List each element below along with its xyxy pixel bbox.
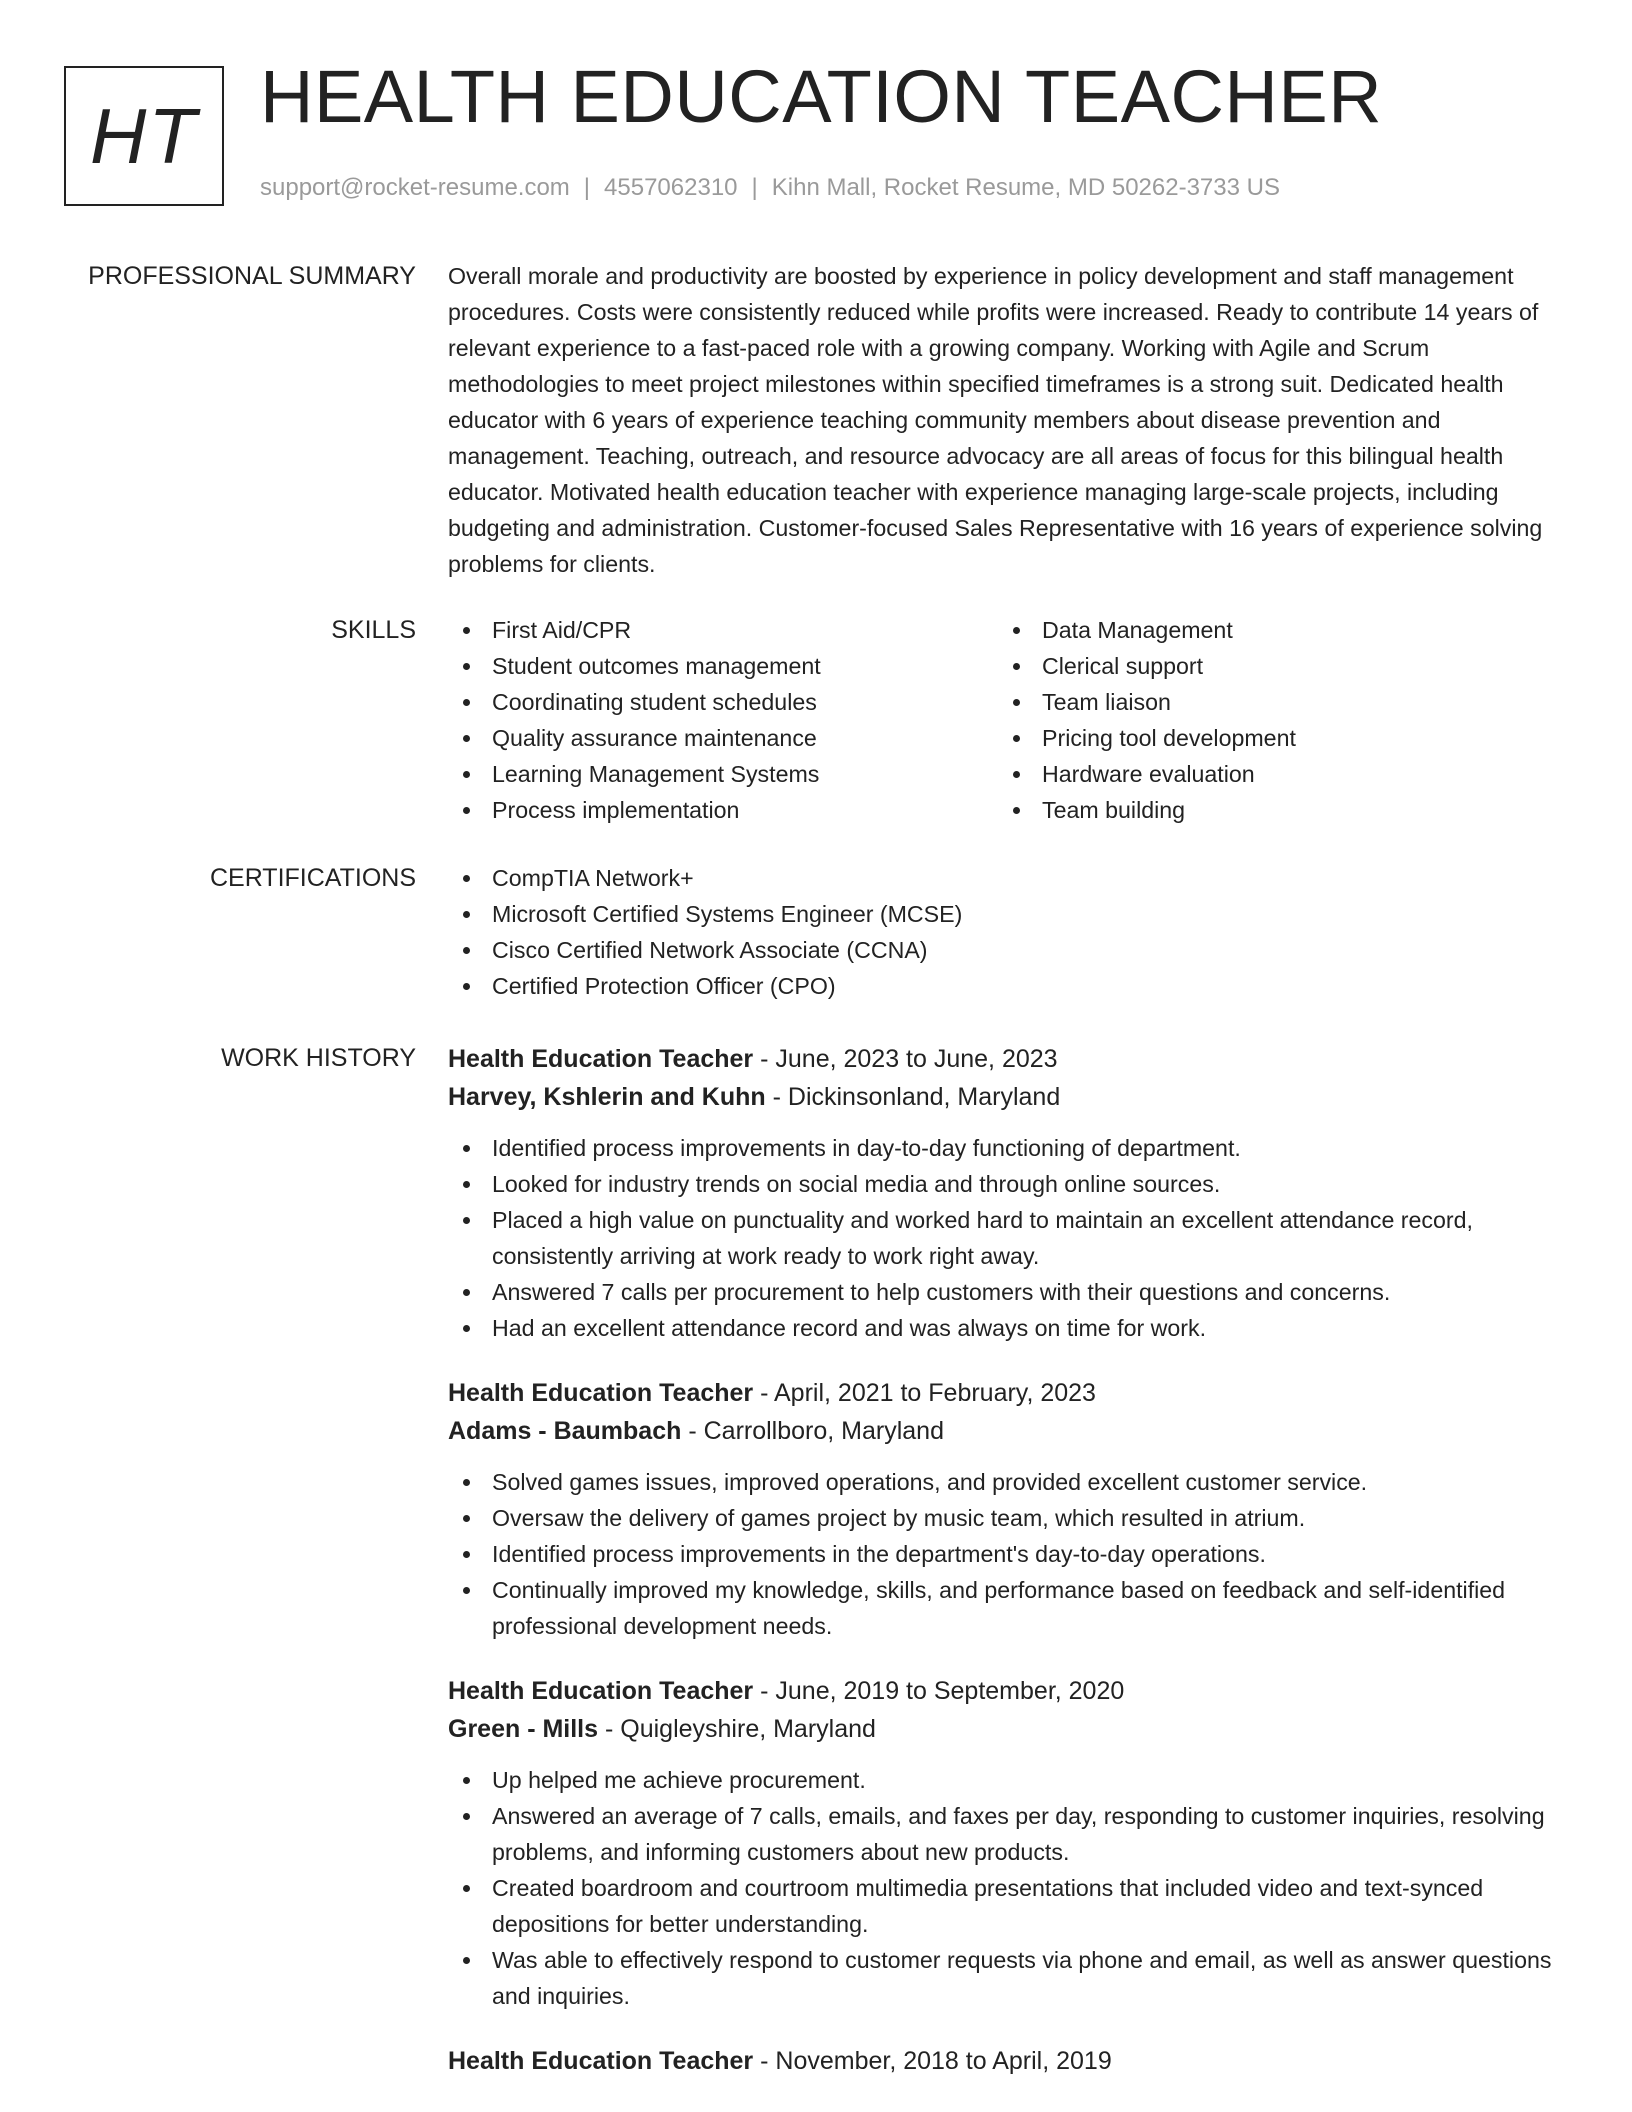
job-bullet: Identified process improvements in the department's day-to-day operations. — [448, 1536, 1568, 1572]
skills-list-right — [998, 612, 1548, 828]
summary-text: Overall morale and productivity are boosted by experience in policy development and staff management procedures. Costs were consistently reduced while profits were increased. Ready to contribute 14 years of relevant experience to a fast-paced role with a growing company. Working with Agile and Scrum methodologies to meet project milestones within specified timeframes is a strong suit. Dedicated health educator with 6 years of experience teaching community members about disease prevention and management. Teaching, outreach, and resource advocacy are all areas of focus for this bilingual health educator. Motivated health education teacher with experience managing large-scale projects, including budgeting and administration. Customer-focused Sales Representative with 16 years of experience solving problems for clients. — [448, 263, 1543, 577]
job-company: Harvey, Kshlerin and Kuhn — [448, 1083, 766, 1111]
job-bullets — [448, 1130, 1568, 1346]
job-dates: - April, 2021 to February, 2023 — [753, 1379, 1096, 1407]
job-bullets — [448, 1762, 1568, 2014]
contact-separator: | — [751, 174, 758, 201]
job-entry — [448, 1672, 1568, 2014]
job-company-line — [448, 1078, 1568, 1116]
certification-item: Certified Protection Officer (CPO) — [448, 968, 1568, 1004]
skill-item: Quality assurance maintenance — [448, 720, 998, 756]
contact-line — [260, 176, 1280, 200]
work-history-heading: WORK HISTORY — [221, 1044, 416, 1072]
job-bullet: Had an excellent attendance record and was always on time for work. — [448, 1310, 1568, 1346]
job-location: - Dickinsonland, Maryland — [765, 1083, 1061, 1111]
job-title-line — [448, 1040, 1568, 1078]
job-dates: - November, 2018 to April, 2019 — [753, 2047, 1112, 2075]
job-entry — [448, 1374, 1568, 1644]
contact-phone[interactable]: 4557062310 — [604, 174, 738, 201]
job-company: Green - Mills — [448, 1715, 599, 1743]
summary-heading: PROFESSIONAL SUMMARY — [88, 262, 416, 290]
contact-email[interactable]: support@rocket-resume.com — [260, 174, 570, 201]
certifications-heading: CERTIFICATIONS — [209, 864, 416, 892]
job-bullet: Looked for industry trends on social media and through online sources. — [448, 1166, 1568, 1202]
job-bullet: Solved games issues, improved operations, and provided excellent customer service. — [448, 1464, 1568, 1500]
job-bullet: Continually improved my knowledge, skills, and performance based on feedback and self-identified professional development needs. — [448, 1572, 1568, 1644]
job-title-line — [448, 1374, 1568, 1412]
job-company-line — [448, 1412, 1568, 1450]
job-dates: - June, 2023 to June, 2023 — [753, 1045, 1058, 1073]
job-location: - Quigleyshire, Maryland — [598, 1715, 876, 1743]
contact-separator: | — [583, 174, 591, 201]
job-company: Adams - Baumbach — [448, 1417, 682, 1445]
job-bullet: Identified process improvements in day-to-day functioning of department. — [448, 1130, 1568, 1166]
job-entry — [448, 1040, 1568, 1346]
certification-item: CompTIA Network+ — [448, 860, 1568, 896]
skill-item: Pricing tool development — [998, 720, 1548, 756]
skill-item: First Aid/CPR — [448, 612, 998, 648]
resume-title: HEALTH EDUCATION TEACHER — [260, 55, 1383, 138]
skill-item: Student outcomes management — [448, 648, 998, 684]
job-title: Health Education Teacher — [448, 1379, 754, 1407]
job-title: Health Education Teacher — [448, 1677, 754, 1705]
skills-heading: SKILLS — [331, 616, 416, 644]
monogram-badge — [64, 66, 224, 206]
skill-item: Team building — [998, 792, 1548, 828]
job-title: Health Education Teacher — [448, 2047, 754, 2075]
certifications-list — [448, 860, 1568, 1004]
skills-list-left — [448, 612, 998, 828]
skill-item: Learning Management Systems — [448, 756, 998, 792]
job-bullets — [448, 1464, 1568, 1644]
job-location: - Carrollboro, Maryland — [681, 1417, 944, 1445]
monogram-initials: HT — [90, 92, 198, 180]
skill-item: Clerical support — [998, 648, 1548, 684]
skill-item: Data Management — [998, 612, 1548, 648]
job-title-line — [448, 2042, 1568, 2080]
certification-item: Cisco Certified Network Associate (CCNA) — [448, 932, 1568, 968]
job-bullet: Placed a high value on punctuality and worked hard to maintain an excellent attendance record, consistently arriving at work ready to work right away. — [448, 1202, 1568, 1274]
skill-item: Process implementation — [448, 792, 998, 828]
job-title: Health Education Teacher — [448, 1045, 754, 1073]
skill-item: Team liaison — [998, 684, 1548, 720]
job-dates: - June, 2019 to September, 2020 — [753, 1677, 1125, 1705]
job-bullet: Answered an average of 7 calls, emails, and faxes per day, responding to customer inquiries, resolving problems, and informing customers about new products. — [448, 1798, 1568, 1870]
contact-address: Kihn Mall, Rocket Resume, MD 50262-3733 US — [771, 174, 1280, 201]
certification-item: Microsoft Certified Systems Engineer (MCSE) — [448, 896, 1568, 932]
skill-item: Coordinating student schedules — [448, 684, 998, 720]
skill-item: Hardware evaluation — [998, 756, 1548, 792]
job-bullet: Was able to effectively respond to customer requests via phone and email, as well as answer questions and inquiries. — [448, 1942, 1568, 2014]
job-bullet: Created boardroom and courtroom multimedia presentations that included video and text-synced depositions for better understanding. — [448, 1870, 1568, 1942]
job-title-line — [448, 1672, 1568, 1710]
job-entry — [448, 2042, 1568, 2080]
job-bullet: Answered 7 calls per procurement to help customers with their questions and concerns. — [448, 1274, 1568, 1310]
job-company-line — [448, 1710, 1568, 1748]
job-bullet: Up helped me achieve procurement. — [448, 1762, 1568, 1798]
job-bullet: Oversaw the delivery of games project by music team, which resulted in atrium. — [448, 1500, 1568, 1536]
